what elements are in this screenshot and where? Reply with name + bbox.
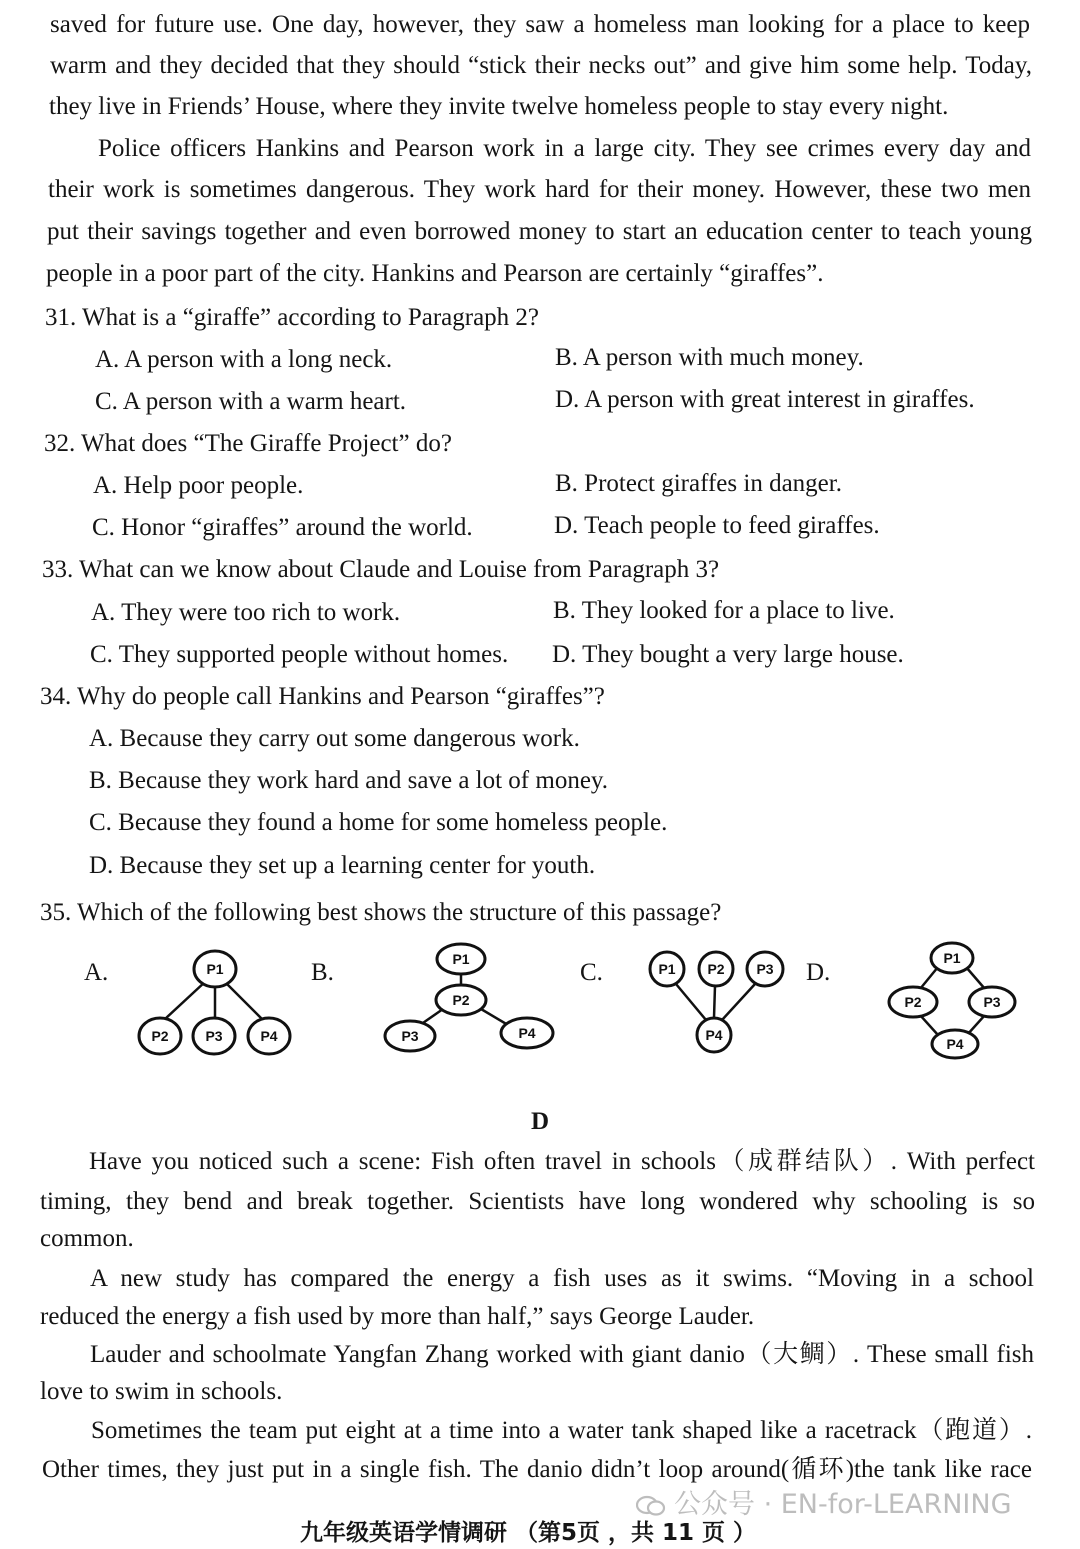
node-label: P3 — [983, 994, 1001, 1010]
passage-line: Other times, they just put in a single fish. The danio didn’t loop around(循环)the tank like race — [42, 1456, 1032, 1483]
diagram-c — [650, 952, 783, 1052]
question-option: C. They supported people without homes. — [90, 641, 509, 668]
watermark — [636, 1488, 1012, 1522]
passage-line: love to swim in schools. — [40, 1378, 283, 1405]
question-option: D. A person with great interest in giraffes. — [555, 386, 975, 413]
node-label: P4 — [705, 1027, 723, 1043]
node-label: P1 — [943, 950, 961, 966]
diagram-letter-a: A. — [84, 959, 109, 986]
passage-line: Lauder and schoolmate Yangfan Zhang worked with giant danio（大鲷）. These small fish — [90, 1341, 1034, 1368]
node-label: P2 — [904, 994, 922, 1010]
diagram-letter-b: B. — [311, 959, 334, 986]
passage-line: A new study has compared the energy a fish uses as it swims. “Moving in a school — [90, 1265, 1034, 1292]
question-stem: 35. Which of the following best shows the structure of this passage? — [40, 899, 722, 926]
diagram-b — [385, 944, 553, 1051]
question-stem: 34. Why do people call Hankins and Pearson “giraffes”? — [40, 683, 605, 710]
node-label: P1 — [658, 961, 676, 977]
node-label: P2 — [707, 961, 725, 977]
question-option: B. Protect giraffes in danger. — [555, 470, 842, 497]
question-stem: 31. What is a “giraffe” according to Paragraph 2? — [45, 304, 540, 331]
node-label: P4 — [946, 1036, 964, 1052]
diagram-d — [889, 943, 1015, 1058]
passage-line: Police officers Hankins and Pearson work in a large city. They see crimes every day and — [98, 135, 1031, 162]
passage-line: common. — [40, 1225, 134, 1252]
question-option: A. Because they carry out some dangerous work. — [89, 725, 580, 752]
question-option: B. Because they work hard and save a lot of money. — [89, 767, 609, 794]
chat-icon — [636, 1495, 666, 1517]
node-label: P1 — [452, 951, 470, 967]
diagram-edge — [714, 986, 715, 1018]
passage-line: people in a poor part of the city. Hankins and Pearson are certainly “giraffes”. — [46, 260, 824, 287]
diagram-letter-d: D. — [806, 959, 831, 986]
diagram-edge — [676, 984, 706, 1020]
question-option: A. They were too rich to work. — [91, 599, 401, 626]
diagram-a — [139, 951, 290, 1054]
node-label: P2 — [151, 1028, 169, 1044]
node-label: P3 — [205, 1028, 223, 1044]
question-option: C. Because they found a home for some homeless people. — [89, 809, 668, 836]
section-heading: D — [530, 1108, 550, 1135]
passage-line: timing, they bend and break together. Scientists have long wondered why schooling is so — [40, 1188, 1035, 1215]
node-label: P1 — [206, 961, 224, 977]
diagram-edge — [481, 1009, 508, 1025]
structure-diagrams — [0, 935, 1080, 1065]
diagram-edge — [966, 967, 985, 989]
passage-line: put their savings together and even borrowed money to start an education center to teach young — [47, 218, 1032, 245]
question-option: B. A person with much money. — [555, 344, 864, 371]
diagram-edge — [722, 984, 755, 1020]
question-stem: 33. What can we know about Claude and Louise from Paragraph 3? — [42, 556, 720, 583]
node-label: P4 — [518, 1025, 536, 1041]
diagram-edge — [920, 1015, 938, 1035]
question-option: C. A person with a warm heart. — [95, 388, 407, 415]
passage-line: Sometimes the team put eight at a time into a water tank shaped like a racetrack（跑道）. — [91, 1417, 1032, 1444]
page-footer: 九年级英语学情调研 （第5页 ，共 11 页 ） — [300, 1520, 757, 1546]
passage-line: saved for future use. One day, however, they saw a homeless man looking for a place to keep — [50, 11, 1030, 38]
question-option: B. They looked for a place to live. — [553, 597, 895, 624]
node-label: P3 — [756, 961, 774, 977]
passage-line: reduced the energy a fish used by more than half,” says George Lauder. — [40, 1303, 755, 1330]
diagram-edge — [224, 981, 262, 1019]
question-option: A. Help poor people. — [93, 472, 304, 499]
question-stem: 32. What does “The Giraffe Project” do? — [44, 430, 452, 457]
question-option: A. A person with a long neck. — [95, 346, 393, 373]
node-label: P2 — [452, 992, 470, 1008]
node-label: P4 — [260, 1028, 278, 1044]
diagram-edge — [920, 967, 938, 989]
watermark-text: 公众号 · EN-for-LEARNING — [674, 1489, 1012, 1520]
question-option: C. Honor “giraffes” around the world. — [92, 514, 473, 541]
diagram-edge — [165, 981, 206, 1019]
diagram-letter-c: C. — [580, 959, 603, 986]
passage-line: Have you noticed such a scene: Fish often travel in schools（成群结队）. With perfect — [89, 1148, 1035, 1175]
question-option: D. Teach people to feed giraffes. — [554, 512, 880, 539]
passage-line: they live in Friends’ House, where they invite twelve homeless people to stay every night. — [49, 93, 949, 120]
passage-line: their work is sometimes dangerous. They work hard for their money. However, these two men — [48, 176, 1031, 203]
question-option: D. Because they set up a learning center for youth. — [89, 852, 596, 879]
node-label: P3 — [401, 1028, 419, 1044]
passage-line: warm and they decided that they should “stick their necks out” and give him some help. Today, — [50, 52, 1032, 79]
question-option: D. They bought a very large house. — [552, 641, 904, 668]
